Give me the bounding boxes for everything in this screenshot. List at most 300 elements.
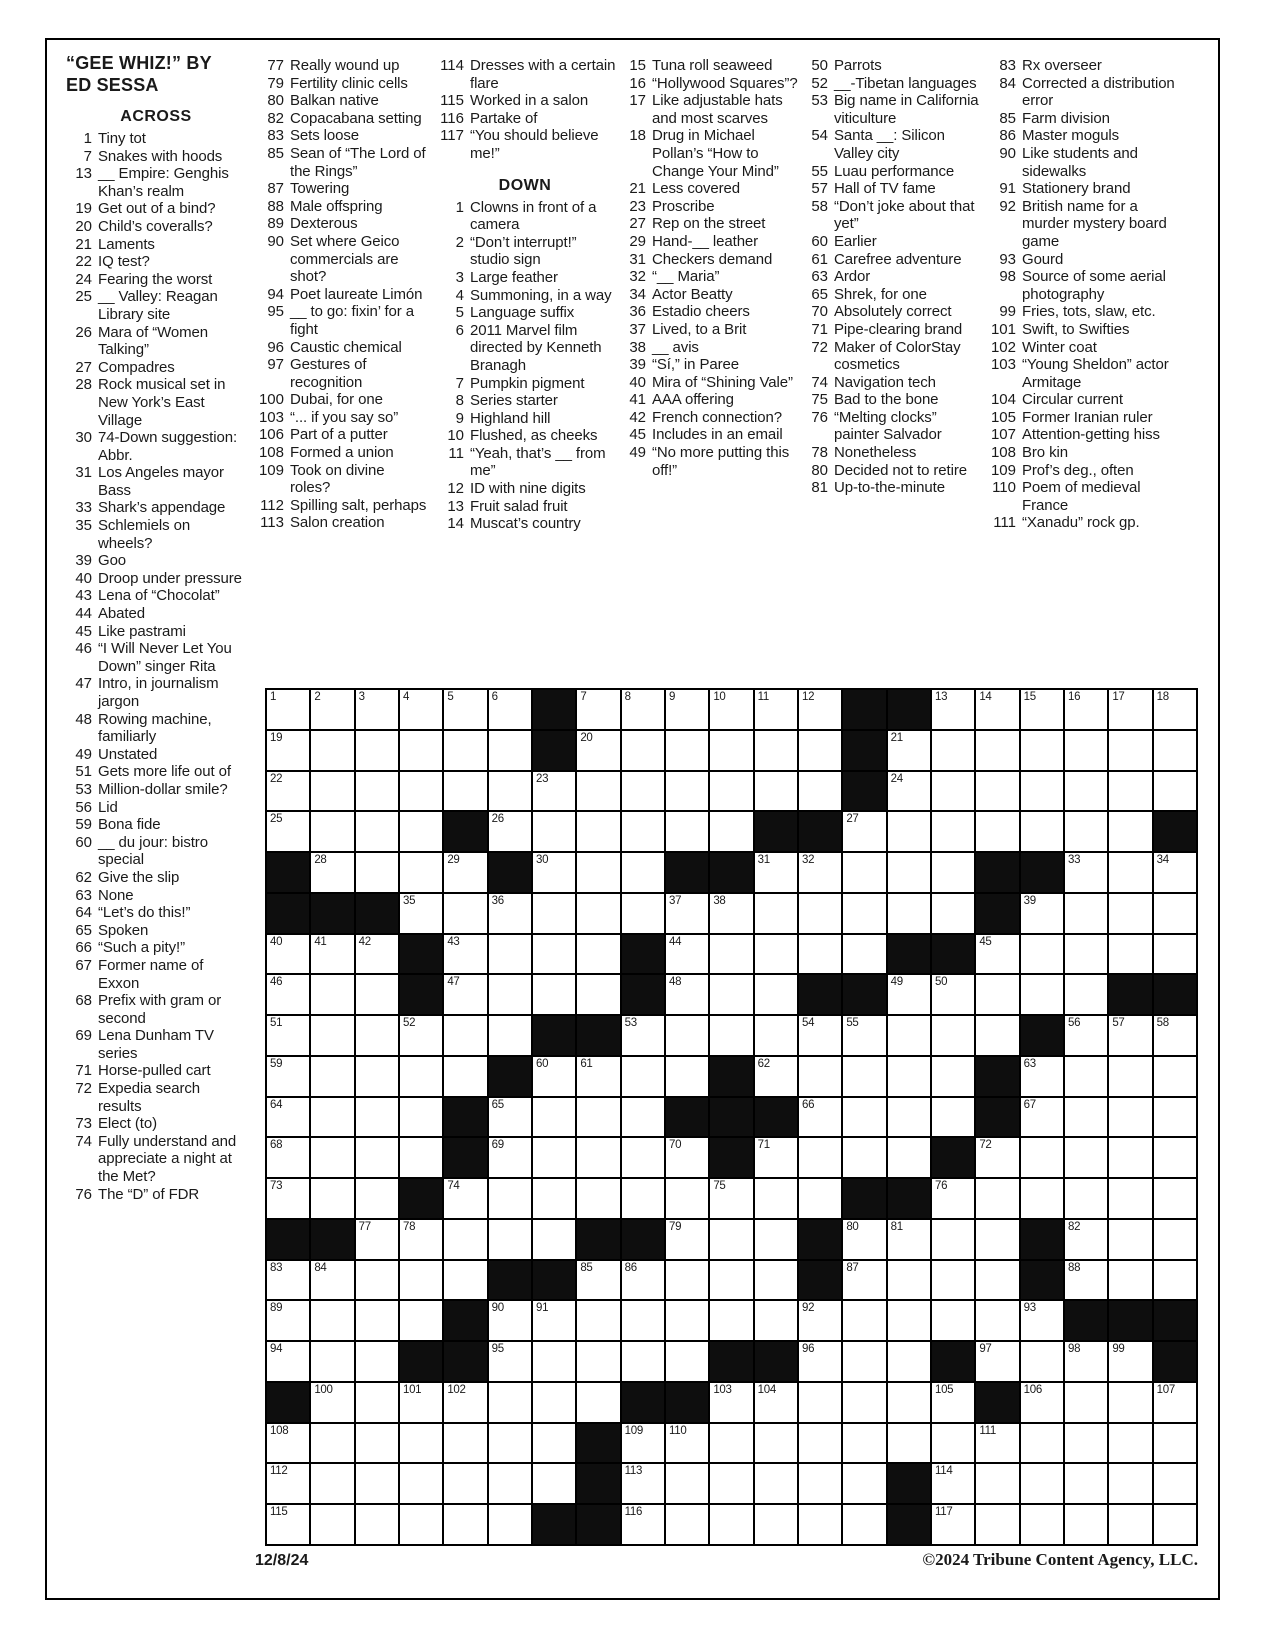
grid-cell[interactable]	[267, 1464, 309, 1503]
grid-cell[interactable]	[932, 1505, 974, 1544]
grid-cell[interactable]	[356, 1179, 398, 1218]
grid-cell[interactable]	[755, 1261, 797, 1300]
grid-cell[interactable]	[755, 975, 797, 1014]
grid-cell[interactable]	[666, 1179, 708, 1218]
grid-cell[interactable]	[622, 894, 664, 933]
grid-cell[interactable]	[888, 1016, 930, 1055]
grid-cell[interactable]	[400, 1301, 442, 1340]
grid-cell[interactable]	[356, 1342, 398, 1381]
grid-cell[interactable]	[489, 1383, 531, 1422]
grid-cell[interactable]	[356, 1220, 398, 1259]
grid-cell[interactable]	[1154, 1383, 1196, 1422]
grid-cell[interactable]	[799, 935, 841, 974]
grid-cell[interactable]	[932, 772, 974, 811]
grid-cell[interactable]	[1109, 853, 1151, 892]
grid-cell[interactable]	[799, 1057, 841, 1096]
grid-cell[interactable]	[622, 1424, 664, 1463]
grid-cell[interactable]	[311, 1057, 353, 1096]
grid-cell[interactable]	[755, 1301, 797, 1340]
grid-cell[interactable]	[577, 1342, 619, 1381]
grid-cell[interactable]	[1021, 812, 1063, 851]
grid-cell[interactable]	[267, 731, 309, 770]
grid-cell[interactable]	[799, 1383, 841, 1422]
grid-cell[interactable]	[267, 1016, 309, 1055]
grid-cell[interactable]	[489, 1138, 531, 1177]
grid-cell[interactable]	[843, 1464, 885, 1503]
grid-cell[interactable]	[1065, 1342, 1107, 1381]
grid-cell[interactable]	[489, 1464, 531, 1503]
grid-cell[interactable]	[356, 1383, 398, 1422]
grid-cell[interactable]	[1065, 1016, 1107, 1055]
grid-cell[interactable]	[666, 975, 708, 1014]
grid-cell[interactable]	[1065, 1179, 1107, 1218]
grid-cell[interactable]	[356, 1301, 398, 1340]
grid-cell[interactable]	[976, 1220, 1018, 1259]
grid-cell[interactable]	[755, 1138, 797, 1177]
grid-cell[interactable]	[577, 690, 619, 729]
grid-cell[interactable]	[843, 935, 885, 974]
grid-cell[interactable]	[444, 1261, 486, 1300]
grid-cell[interactable]	[710, 975, 752, 1014]
grid-cell[interactable]	[311, 1179, 353, 1218]
grid-cell[interactable]	[843, 812, 885, 851]
grid-cell[interactable]	[489, 1098, 531, 1137]
grid-cell[interactable]	[1109, 812, 1151, 851]
grid-cell[interactable]	[577, 812, 619, 851]
grid-cell[interactable]	[356, 1057, 398, 1096]
grid-cell[interactable]	[1021, 1505, 1063, 1544]
grid-cell[interactable]	[577, 1098, 619, 1137]
grid-cell[interactable]	[710, 1016, 752, 1055]
grid-cell[interactable]	[356, 1261, 398, 1300]
grid-cell[interactable]	[932, 1383, 974, 1422]
grid-cell[interactable]	[577, 731, 619, 770]
grid-cell[interactable]	[444, 1383, 486, 1422]
grid-cell[interactable]	[622, 1179, 664, 1218]
grid-cell[interactable]	[1154, 1505, 1196, 1544]
grid-cell[interactable]	[1021, 1342, 1063, 1381]
grid-cell[interactable]	[888, 1301, 930, 1340]
grid-cell[interactable]	[666, 1342, 708, 1381]
grid-cell[interactable]	[577, 1057, 619, 1096]
grid-cell[interactable]	[400, 1057, 442, 1096]
grid-cell[interactable]	[932, 894, 974, 933]
grid-cell[interactable]	[666, 812, 708, 851]
grid-cell[interactable]	[533, 1220, 575, 1259]
grid-cell[interactable]	[267, 1179, 309, 1218]
grid-cell[interactable]	[577, 1138, 619, 1177]
grid-cell[interactable]	[489, 894, 531, 933]
grid-cell[interactable]	[1065, 1424, 1107, 1463]
grid-cell[interactable]	[666, 1301, 708, 1340]
grid-cell[interactable]	[666, 690, 708, 729]
grid-cell[interactable]	[622, 1261, 664, 1300]
grid-cell[interactable]	[622, 1138, 664, 1177]
grid-cell[interactable]	[356, 935, 398, 974]
grid-cell[interactable]	[577, 772, 619, 811]
grid-cell[interactable]	[400, 1424, 442, 1463]
grid-cell[interactable]	[311, 812, 353, 851]
grid-cell[interactable]	[400, 772, 442, 811]
grid-cell[interactable]	[311, 1424, 353, 1463]
grid-cell[interactable]	[533, 772, 575, 811]
grid-cell[interactable]	[577, 935, 619, 974]
grid-cell[interactable]	[932, 1261, 974, 1300]
grid-cell[interactable]	[1154, 1016, 1196, 1055]
grid-cell[interactable]	[267, 1301, 309, 1340]
grid-cell[interactable]	[976, 772, 1018, 811]
grid-cell[interactable]	[755, 853, 797, 892]
grid-cell[interactable]	[311, 1301, 353, 1340]
grid-cell[interactable]	[799, 1016, 841, 1055]
grid-cell[interactable]	[799, 1424, 841, 1463]
grid-cell[interactable]	[533, 1098, 575, 1137]
grid-cell[interactable]	[311, 1098, 353, 1137]
grid-cell[interactable]	[1154, 1179, 1196, 1218]
grid-cell[interactable]	[622, 1301, 664, 1340]
grid-cell[interactable]	[1154, 772, 1196, 811]
grid-cell[interactable]	[444, 853, 486, 892]
grid-cell[interactable]	[666, 1424, 708, 1463]
grid-cell[interactable]	[533, 1179, 575, 1218]
grid-cell[interactable]	[1065, 690, 1107, 729]
grid-cell[interactable]	[976, 690, 1018, 729]
grid-cell[interactable]	[533, 1342, 575, 1381]
grid-cell[interactable]	[267, 1261, 309, 1300]
grid-cell[interactable]	[622, 1505, 664, 1544]
grid-cell[interactable]	[400, 690, 442, 729]
grid-cell[interactable]	[755, 772, 797, 811]
grid-cell[interactable]	[799, 1464, 841, 1503]
grid-cell[interactable]	[666, 772, 708, 811]
grid-cell[interactable]	[622, 853, 664, 892]
grid-cell[interactable]	[976, 812, 1018, 851]
grid-cell[interactable]	[1021, 1301, 1063, 1340]
grid-cell[interactable]	[932, 812, 974, 851]
grid-cell[interactable]	[577, 894, 619, 933]
grid-cell[interactable]	[311, 1138, 353, 1177]
grid-cell[interactable]	[1154, 1138, 1196, 1177]
grid-cell[interactable]	[533, 1301, 575, 1340]
grid-cell[interactable]	[710, 1424, 752, 1463]
grid-cell[interactable]	[533, 1383, 575, 1422]
grid-cell[interactable]	[311, 1505, 353, 1544]
grid-cell[interactable]	[489, 935, 531, 974]
grid-cell[interactable]	[1109, 1505, 1151, 1544]
grid-cell[interactable]	[489, 1424, 531, 1463]
grid-cell[interactable]	[1021, 894, 1063, 933]
grid-cell[interactable]	[888, 1057, 930, 1096]
grid-cell[interactable]	[400, 853, 442, 892]
grid-cell[interactable]	[1021, 1464, 1063, 1503]
grid-cell[interactable]	[400, 894, 442, 933]
grid-cell[interactable]	[843, 1342, 885, 1381]
grid-cell[interactable]	[311, 731, 353, 770]
grid-cell[interactable]	[356, 812, 398, 851]
grid-cell[interactable]	[400, 1098, 442, 1137]
grid-cell[interactable]	[533, 1138, 575, 1177]
grid-cell[interactable]	[1065, 975, 1107, 1014]
grid-cell[interactable]	[843, 1057, 885, 1096]
grid-cell[interactable]	[267, 1505, 309, 1544]
grid-cell[interactable]	[1154, 690, 1196, 729]
grid-cell[interactable]	[1065, 1261, 1107, 1300]
grid-cell[interactable]	[843, 1098, 885, 1137]
grid-cell[interactable]	[444, 894, 486, 933]
grid-cell[interactable]	[888, 853, 930, 892]
grid-cell[interactable]	[710, 1179, 752, 1218]
grid-cell[interactable]	[755, 935, 797, 974]
grid-cell[interactable]	[1021, 1383, 1063, 1422]
grid-cell[interactable]	[1065, 1057, 1107, 1096]
grid-cell[interactable]	[622, 1098, 664, 1137]
grid-cell[interactable]	[799, 1179, 841, 1218]
grid-cell[interactable]	[533, 1464, 575, 1503]
grid-cell[interactable]	[888, 772, 930, 811]
grid-cell[interactable]	[577, 1383, 619, 1422]
grid-cell[interactable]	[932, 1016, 974, 1055]
grid-cell[interactable]	[622, 772, 664, 811]
grid-cell[interactable]	[444, 731, 486, 770]
grid-cell[interactable]	[444, 1464, 486, 1503]
grid-cell[interactable]	[1065, 1383, 1107, 1422]
grid-cell[interactable]	[267, 1057, 309, 1096]
grid-cell[interactable]	[400, 1138, 442, 1177]
grid-cell[interactable]	[710, 772, 752, 811]
grid-cell[interactable]	[267, 690, 309, 729]
grid-cell[interactable]	[622, 1016, 664, 1055]
grid-cell[interactable]	[577, 853, 619, 892]
grid-cell[interactable]	[666, 1016, 708, 1055]
grid-cell[interactable]	[932, 1424, 974, 1463]
grid-cell[interactable]	[843, 853, 885, 892]
grid-cell[interactable]	[799, 731, 841, 770]
grid-cell[interactable]	[533, 812, 575, 851]
grid-cell[interactable]	[533, 975, 575, 1014]
grid-cell[interactable]	[311, 1464, 353, 1503]
grid-cell[interactable]	[356, 1424, 398, 1463]
grid-cell[interactable]	[976, 1424, 1018, 1463]
grid-cell[interactable]	[932, 731, 974, 770]
grid-cell[interactable]	[622, 812, 664, 851]
grid-cell[interactable]	[710, 1301, 752, 1340]
grid-cell[interactable]	[400, 1220, 442, 1259]
grid-cell[interactable]	[755, 1383, 797, 1422]
grid-cell[interactable]	[489, 1220, 531, 1259]
grid-cell[interactable]	[356, 1464, 398, 1503]
grid-cell[interactable]	[489, 975, 531, 1014]
grid-cell[interactable]	[888, 1220, 930, 1259]
grid-cell[interactable]	[444, 772, 486, 811]
grid-cell[interactable]	[755, 731, 797, 770]
grid-cell[interactable]	[1154, 935, 1196, 974]
grid-cell[interactable]	[267, 1342, 309, 1381]
grid-cell[interactable]	[622, 690, 664, 729]
grid-cell[interactable]	[799, 1301, 841, 1340]
grid-cell[interactable]	[710, 1261, 752, 1300]
grid-cell[interactable]	[444, 690, 486, 729]
grid-cell[interactable]	[976, 1464, 1018, 1503]
grid-cell[interactable]	[400, 1261, 442, 1300]
grid-cell[interactable]	[311, 1261, 353, 1300]
grid-cell[interactable]	[755, 1179, 797, 1218]
grid-cell[interactable]	[932, 975, 974, 1014]
grid-cell[interactable]	[755, 1424, 797, 1463]
grid-cell[interactable]	[400, 1505, 442, 1544]
grid-cell[interactable]	[489, 690, 531, 729]
grid-cell[interactable]	[1021, 1424, 1063, 1463]
grid-cell[interactable]	[444, 975, 486, 1014]
grid-cell[interactable]	[1154, 1464, 1196, 1503]
grid-cell[interactable]	[489, 1016, 531, 1055]
grid-cell[interactable]	[311, 690, 353, 729]
grid-cell[interactable]	[489, 1179, 531, 1218]
grid-cell[interactable]	[843, 1383, 885, 1422]
grid-cell[interactable]	[666, 1057, 708, 1096]
grid-cell[interactable]	[444, 1179, 486, 1218]
grid-cell[interactable]	[666, 1261, 708, 1300]
grid-cell[interactable]	[666, 894, 708, 933]
grid-cell[interactable]	[710, 731, 752, 770]
grid-cell[interactable]	[710, 935, 752, 974]
grid-cell[interactable]	[843, 1301, 885, 1340]
grid-cell[interactable]	[311, 853, 353, 892]
grid-cell[interactable]	[444, 1016, 486, 1055]
grid-cell[interactable]	[1109, 1220, 1151, 1259]
grid-cell[interactable]	[577, 975, 619, 1014]
grid-cell[interactable]	[888, 1424, 930, 1463]
grid-cell[interactable]	[1065, 1220, 1107, 1259]
grid-cell[interactable]	[489, 1505, 531, 1544]
grid-cell[interactable]	[444, 1220, 486, 1259]
grid-cell[interactable]	[444, 935, 486, 974]
grid-cell[interactable]	[444, 1057, 486, 1096]
grid-cell[interactable]	[311, 772, 353, 811]
grid-cell[interactable]	[843, 1505, 885, 1544]
grid-cell[interactable]	[843, 1016, 885, 1055]
grid-cell[interactable]	[489, 812, 531, 851]
grid-cell[interactable]	[577, 1301, 619, 1340]
grid-cell[interactable]	[533, 853, 575, 892]
grid-cell[interactable]	[1065, 772, 1107, 811]
grid-cell[interactable]	[400, 1383, 442, 1422]
grid-cell[interactable]	[799, 1342, 841, 1381]
grid-cell[interactable]	[755, 894, 797, 933]
grid-cell[interactable]	[710, 1220, 752, 1259]
grid-cell[interactable]	[1109, 1057, 1151, 1096]
grid-cell[interactable]	[1021, 731, 1063, 770]
grid-cell[interactable]	[267, 1098, 309, 1137]
grid-cell[interactable]	[1154, 1261, 1196, 1300]
grid-cell[interactable]	[976, 935, 1018, 974]
grid-cell[interactable]	[1109, 1261, 1151, 1300]
grid-cell[interactable]	[976, 975, 1018, 1014]
grid-cell[interactable]	[976, 1342, 1018, 1381]
grid-cell[interactable]	[888, 1138, 930, 1177]
grid-cell[interactable]	[932, 1301, 974, 1340]
grid-cell[interactable]	[932, 853, 974, 892]
grid-cell[interactable]	[1109, 1098, 1151, 1137]
grid-cell[interactable]	[932, 1179, 974, 1218]
grid-cell[interactable]	[311, 935, 353, 974]
grid-cell[interactable]	[799, 853, 841, 892]
grid-cell[interactable]	[1065, 853, 1107, 892]
grid-cell[interactable]	[1109, 1342, 1151, 1381]
grid-cell[interactable]	[1065, 935, 1107, 974]
grid-cell[interactable]	[1065, 812, 1107, 851]
grid-cell[interactable]	[755, 690, 797, 729]
grid-cell[interactable]	[976, 1138, 1018, 1177]
grid-cell[interactable]	[1109, 690, 1151, 729]
grid-cell[interactable]	[267, 975, 309, 1014]
grid-cell[interactable]	[976, 1016, 1018, 1055]
grid-cell[interactable]	[755, 1220, 797, 1259]
grid-cell[interactable]	[976, 1301, 1018, 1340]
grid-cell[interactable]	[843, 1261, 885, 1300]
grid-cell[interactable]	[888, 1098, 930, 1137]
grid-cell[interactable]	[843, 1220, 885, 1259]
grid-cell[interactable]	[932, 1098, 974, 1137]
grid-cell[interactable]	[1021, 1179, 1063, 1218]
grid-cell[interactable]	[710, 894, 752, 933]
grid-cell[interactable]	[622, 731, 664, 770]
grid-cell[interactable]	[356, 772, 398, 811]
grid-cell[interactable]	[755, 1016, 797, 1055]
grid-cell[interactable]	[888, 894, 930, 933]
grid-cell[interactable]	[666, 1464, 708, 1503]
grid-cell[interactable]	[533, 894, 575, 933]
grid-cell[interactable]	[1021, 772, 1063, 811]
grid-cell[interactable]	[533, 1424, 575, 1463]
grid-cell[interactable]	[799, 1138, 841, 1177]
grid-cell[interactable]	[400, 731, 442, 770]
grid-cell[interactable]	[356, 853, 398, 892]
grid-cell[interactable]	[1109, 1179, 1151, 1218]
grid-cell[interactable]	[1154, 731, 1196, 770]
grid-cell[interactable]	[1154, 894, 1196, 933]
grid-cell[interactable]	[1021, 975, 1063, 1014]
grid-cell[interactable]	[666, 935, 708, 974]
grid-cell[interactable]	[1021, 1098, 1063, 1137]
grid-cell[interactable]	[1109, 1464, 1151, 1503]
grid-cell[interactable]	[666, 1220, 708, 1259]
grid-cell[interactable]	[888, 1261, 930, 1300]
grid-cell[interactable]	[755, 1505, 797, 1544]
grid-cell[interactable]	[1109, 1424, 1151, 1463]
grid-cell[interactable]	[400, 812, 442, 851]
grid-cell[interactable]	[533, 935, 575, 974]
grid-cell[interactable]	[710, 1505, 752, 1544]
grid-cell[interactable]	[666, 1138, 708, 1177]
grid-cell[interactable]	[888, 1383, 930, 1422]
grid-cell[interactable]	[267, 772, 309, 811]
grid-cell[interactable]	[267, 812, 309, 851]
grid-cell[interactable]	[710, 1383, 752, 1422]
grid-cell[interactable]	[799, 1098, 841, 1137]
grid-cell[interactable]	[1065, 1464, 1107, 1503]
grid-cell[interactable]	[489, 1342, 531, 1381]
grid-cell[interactable]	[356, 1138, 398, 1177]
grid-cell[interactable]	[932, 1220, 974, 1259]
grid-cell[interactable]	[1109, 772, 1151, 811]
grid-cell[interactable]	[356, 731, 398, 770]
grid-cell[interactable]	[1109, 894, 1151, 933]
grid-cell[interactable]	[267, 1138, 309, 1177]
grid-cell[interactable]	[932, 1464, 974, 1503]
grid-cell[interactable]	[622, 1342, 664, 1381]
grid-cell[interactable]	[489, 1301, 531, 1340]
grid-cell[interactable]	[1154, 1220, 1196, 1259]
